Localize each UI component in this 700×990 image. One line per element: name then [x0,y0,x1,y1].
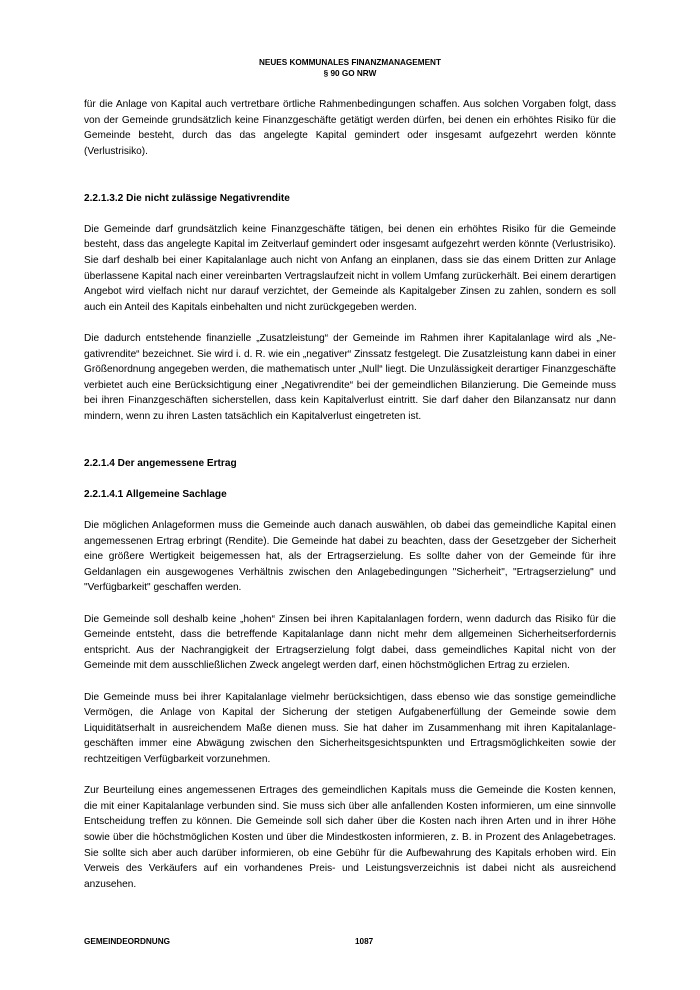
header-subtitle: § 90 GO NRW [323,68,377,78]
heading-negativrendite: 2.2.1.3.2 Die nicht zulässige Negativrendite [84,192,290,204]
footer-label: GEMEINDEORDNUNG [84,937,170,946]
document-body [84,97,616,908]
paragraph-ertrag-3: Die Gemeinde muss bei ihrer Kapitalanlage vielmehr berücksichtigen, dass ebenso wie das sonstige gemeindliche Vermögen, die Anlage von Kapital der Sicherung der stetigen Aufgabenerfüllung der Gemeinde sowie dem Liquiditätserhalt in ausreichendem Maße dienen muss. Sie hat daher im Zusammenhang mit ihren Kapitalanlagegeschäften immer eine Abwägung zwischen den Sicherheitsgesichtspunkten und Ertragsmöglichkeiten sowie der rechtzeitigen Verfügbarkeit vorzunehmen. [84,691,616,765]
paragraph-ertrag-4: Zur Beurteilung eines angemessenen Ertrages des gemeindlichen Kapitals muss die Gemeinde die Kosten kennen, die mit einer Kapitalanlage verbunden sind. Sie muss sich über alle anfallenden Kosten informieren, um eine sinnvolle Entscheidung treffen zu können. Die Gemeinde soll sich daher über die Kosten nach ihren Arten und in ihrer Höhe sowie über die höchstmöglichen Kosten und über die Mindestkosten informieren, z. B. in Prozent des Anlagebetrages. Sie sollte sich aber auch darüber informieren, ob eine Gebühr für die Aufbewahrung des Kapitals erhoben wird. Ein Verweis des Verkäufers auf ein vorhandenes Preis- und Leistungsverzeichnis ist dabei nicht als ausreichend anzusehen. [84,785,616,890]
paragraph-ertrag-2: Die Gemeinde soll deshalb keine „hohen“ Zinsen bei ihren Kapitalanlagen fordern, wenn dadurch das Risiko für die Gemeinde entsteht, dass die betreffende Kapitalanlage dann nicht mehr dem allgemeinen Sicherheitserfordernis entspricht. Aus der Nachrangigkeit der Ertragserzielung folgt dabei, dass gemeindliches Kapital nicht von der Gemeinde mit dem ausschließlichen Zweck angelegt werden darf, einen höchstmöglichen Ertrag zu erzielen. [84,613,616,672]
heading-angemessener-ertrag: 2.2.1.4 Der angemessene Ertrag [84,457,237,469]
paragraph-negativrendite-1: Die Gemeinde darf grundsätzlich keine Finanzgeschäfte tätigen, bei denen ein erhöhtes Risiko für die Gemeinde besteht, dass das angelegte Kapital im Zeitverlauf gemindert oder insgesamt aufgezehrt werden könnte (Verlustrisiko). Sie darf deshalb bei einer Kapitalanlage auch nicht von Anfang an einplanen, dass sie das einem Dritten zur Anlage überlassene Kapital nach einer vereinbarten Vertragslaufzeit nicht in vollem Umfang zurückerhält. Bei einem derartigen Angebot wird vielfach nicht nur darauf verzichtet, der Gemeinde als Kapitalgeber Zinsen zu zahlen, sondern es soll auch ein Anteil des Kapitals einbehalten und nicht zurückgegeben werden. [84,223,616,313]
heading-allgemeine-sachlage: 2.2.1.4.1 Allgemeine Sachlage [84,488,227,500]
page-number: 1087 [355,937,374,946]
paragraph-negativrendite-2: Die dadurch entstehende finanzielle „Zusatzleistung“ der Gemeinde im Rahmen ihrer Kapitalanlage wird als „Negativrendite“ bezeichnet. Sie wird i. d. R. wie ein „negativer“ Zinssatz festgelegt. Die Zusatzleistung kann dabei in einer Größenordnung angegeben werden, die mathematisch unter „Null“ liegt. Die Unzulässigkeit derartiger Finanzgeschäfte verbietet auch eine Berücksichtigung einer „Negativrendite“ bei der gemeindlichen Bilanzierung. Die Gemeinde muss bei ihren Finanzgeschäften sicherstellen, dass kein Kapitalverlust eintritt. Sie darf daher den Bilanzansatz nur dann mindern, wenn zu ihren Lasten tatsächlich ein Kapitalverlust eingetreten ist. [84,332,616,422]
page-header [0,58,700,79]
header-title: NEUES KOMMUNALES FINANZMANAGEMENT [259,58,441,67]
paragraph-ertrag-1: Die möglichen Anlageformen muss die Gemeinde auch danach auswählen, ob dabei das gemeindliche Kapital einen angemessenen Ertrag erbringt (Rendite). Die Gemeinde hat dabei zu beachten, dass der Gesetzgeber der Sicherheit eine größere Wertigkeit beigemessen hat, als der Ertragserzielung. Es sollte daher von der Gemeinde für ihre Geldanlagen ein ausgewogenes Verhältnis zwischen den Anlagebedingungen "Sicherheit", "Ertragserzielung" und "Verfügbarkeit" geschaffen werden. [84,520,616,594]
paragraph-intro: für die Anlage von Kapital auch vertretbare örtliche Rahmenbedingungen schaffen. Aus solchen Vorgaben folgt, dass von der Gemeinde grundsätzlich keine Finanzgeschäfte getätigt werden dürfen, bei denen ein erhöhtes Risiko für die Gemeinde besteht, durch das das angelegte Kapital gemindert oder insgesamt aufgezehrt werden könnte (Verlustrisiko). [84,99,616,157]
